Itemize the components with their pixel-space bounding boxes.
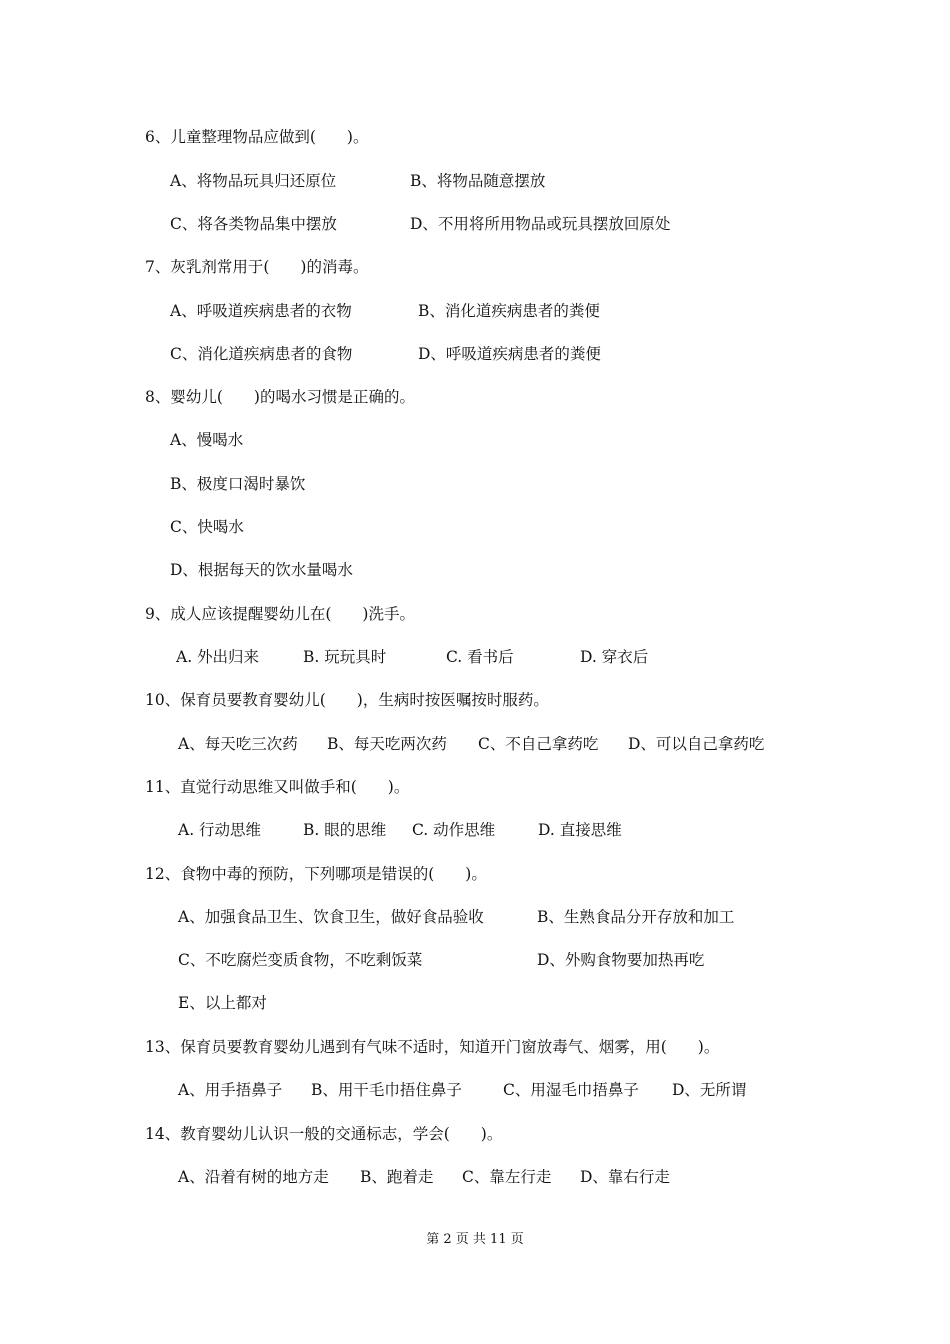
q7-option-c: C、消化道疾病患者的食物 <box>170 345 353 363</box>
question-9-stem: 9、成人应该提醒婴幼儿在( )洗手。 <box>145 605 415 623</box>
q9-option-b: B. 玩玩具时 <box>303 648 387 666</box>
question-7-stem: 7、灰乳剂常用于( )的消毒。 <box>145 258 369 276</box>
q14-option-d: D、靠右行走 <box>580 1168 670 1186</box>
q12-option-e: E、以上都对 <box>178 994 267 1012</box>
q13-option-a: A、用手捂鼻子 <box>178 1081 283 1099</box>
q6-option-d: D、不用将所用物品或玩具摆放回原处 <box>410 215 671 233</box>
q10-option-b: B、每天吃两次药 <box>327 735 447 753</box>
q13-option-d: D、无所谓 <box>672 1081 747 1099</box>
q7-option-a: A、呼吸道疾病患者的衣物 <box>170 302 352 320</box>
question-10-stem: 10、保育员要教育婴幼儿( )，生病时按医嘱按时服药。 <box>145 691 549 709</box>
q11-option-a: A. 行动思维 <box>178 821 262 839</box>
q12-option-d: D、外购食物要加热再吃 <box>537 951 705 969</box>
question-12-stem: 12、食物中毒的预防，下列哪项是错误的( )。 <box>145 865 487 883</box>
q12-option-c: C、不吃腐烂变质食物，不吃剩饭菜 <box>178 951 423 969</box>
q10-option-d: D、可以自己拿药吃 <box>628 735 765 753</box>
q6-option-c: C、将各类物品集中摆放 <box>170 215 337 233</box>
q11-option-d: D. 直接思维 <box>538 821 622 839</box>
q8-option-d: D、根据每天的饮水量喝水 <box>170 561 353 579</box>
q14-option-b: B、跑着走 <box>360 1168 434 1186</box>
q11-option-b: B. 眼的思维 <box>303 821 387 839</box>
q13-option-b: B、用干毛巾捂住鼻子 <box>311 1081 462 1099</box>
q11-option-c: C. 动作思维 <box>412 821 496 839</box>
q9-option-d: D. 穿衣后 <box>580 648 649 666</box>
q6-option-a: A、将物品玩具归还原位 <box>170 172 337 190</box>
q10-option-c: C、不自己拿药吃 <box>478 735 599 753</box>
q10-option-a: A、每天吃三次药 <box>178 735 298 753</box>
q8-option-a: A、慢喝水 <box>170 431 244 449</box>
q14-option-a: A、沿着有树的地方走 <box>178 1168 329 1186</box>
q7-option-d: D、呼吸道疾病患者的粪便 <box>418 345 601 363</box>
q8-option-c: C、快喝水 <box>170 518 244 536</box>
q9-option-c: C. 看书后 <box>446 648 514 666</box>
question-6-stem: 6、儿童整理物品应做到( )。 <box>145 128 369 146</box>
q9-option-a: A. 外出归来 <box>176 648 260 666</box>
question-13-stem: 13、保育员要教育婴幼儿遇到有气味不适时，知道开门窗放毒气、烟雾，用( )。 <box>145 1038 720 1056</box>
q6-option-b: B、将物品随意摆放 <box>410 172 546 190</box>
q12-option-a: A、加强食品卫生、饮食卫生，做好食品验收 <box>178 908 484 926</box>
q13-option-c: C、用湿毛巾捂鼻子 <box>503 1081 639 1099</box>
question-11-stem: 11、直觉行动思维又叫做手和( )。 <box>145 778 410 796</box>
page-footer: 第 2 页 共 11 页 <box>426 1232 524 1247</box>
q8-option-b: B、极度口渴时暴饮 <box>170 475 306 493</box>
question-14-stem: 14、教育婴幼儿认识一般的交通标志，学会( )。 <box>145 1125 503 1143</box>
q7-option-b: B、消化道疾病患者的粪便 <box>418 302 600 320</box>
q12-option-b: B、生熟食品分开存放和加工 <box>537 908 735 926</box>
q14-option-c: C、靠左行走 <box>462 1168 552 1186</box>
question-8-stem: 8、婴幼儿( )的喝水习惯是正确的。 <box>145 388 415 406</box>
